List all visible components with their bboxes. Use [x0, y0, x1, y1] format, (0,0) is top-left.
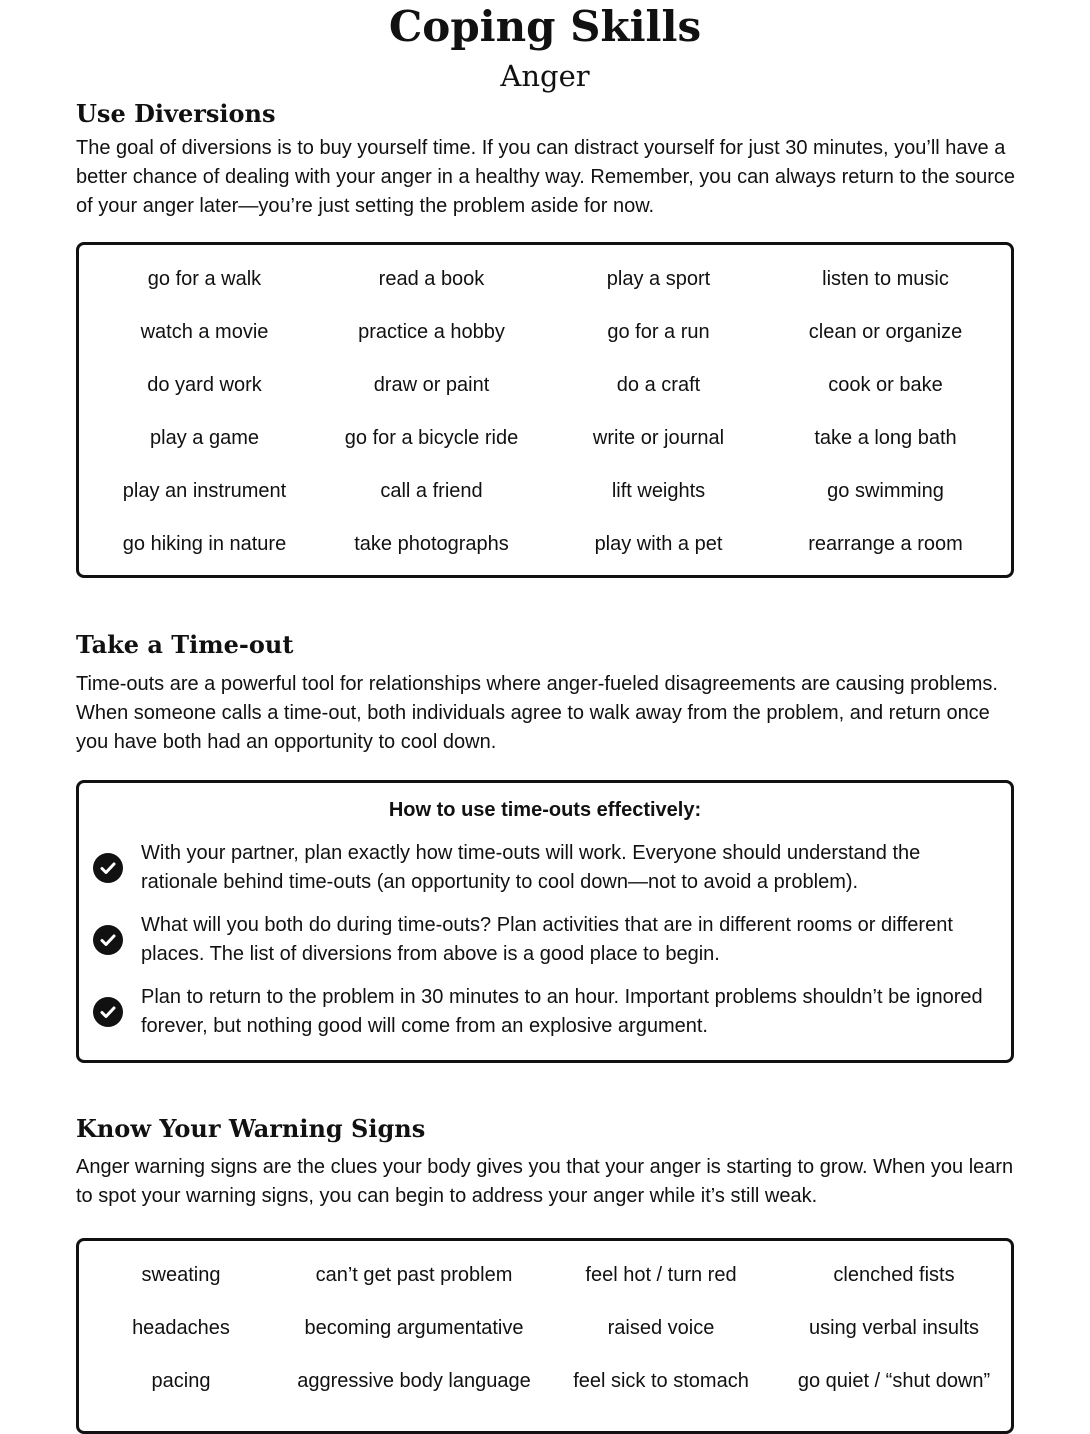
tip-item	[93, 911, 1011, 969]
warning-sign-item: sweating	[141, 1264, 221, 1286]
check-circle-icon	[93, 925, 123, 955]
diversion-item: lift weights	[611, 480, 706, 502]
timeout-box-heading: How to use time-outs effectively:	[388, 799, 702, 821]
timeout-box	[76, 780, 1014, 1063]
check-circle-icon	[93, 997, 123, 1027]
page-subtitle: Anger	[500, 59, 590, 93]
diversion-item: rearrange a room	[808, 533, 963, 555]
diversion-item: take photographs	[354, 533, 509, 555]
warning-sign-item: feel sick to stomach	[573, 1370, 749, 1392]
warning-sign-item: raised voice	[607, 1317, 715, 1339]
warning-heading: Know Your Warning Signs	[76, 1114, 426, 1143]
diversions-text: The goal of diversions is to buy yourself time. If you can distract yourself for just 30 minutes, you’ll have a better chance of dealing with your anger in a healthy way. Remember, you can always return to the source of your anger later—you’re just setting the problem aside for now.	[76, 137, 1016, 217]
diversion-item: cook or bake	[828, 374, 943, 396]
warning-sign-item: feel hot / turn red	[585, 1264, 737, 1286]
diversion-item: call a friend	[380, 480, 483, 502]
warning-sign-item: aggressive body language	[297, 1370, 531, 1392]
diversions-box	[76, 242, 1014, 578]
warning-sign-item: pacing	[151, 1370, 211, 1392]
diversion-item: go for a bicycle ride	[344, 427, 519, 449]
diversion-item: play a game	[150, 427, 259, 449]
warning-text: Anger warning signs are the clues your body gives you that your anger is starting to grow. When you learn to spot your warning signs, you can begin to address your anger while it’s still weak.	[76, 1156, 1014, 1207]
diversion-item: do a craft	[616, 374, 701, 396]
diversion-item: write or journal	[592, 427, 725, 449]
diversion-item: listen to music	[822, 268, 949, 290]
warning-sign-item: go quiet / “shut down”	[797, 1370, 991, 1392]
warning-sign-item: can’t get past problem	[315, 1264, 513, 1286]
diversion-item: draw or paint	[373, 374, 490, 396]
warning-sign-item: clenched fists	[833, 1264, 955, 1286]
diversion-item: play a sport	[606, 268, 711, 290]
tip-item	[93, 983, 1011, 1041]
diversion-item: play with a pet	[594, 533, 723, 555]
warning-grid	[79, 1241, 1011, 1408]
tip-text: Plan to return to the problem in 30 minutes to an hour. Important problems shouldn’t be ignored forever, but nothing good will come from an explosive argument.	[141, 986, 983, 1037]
diversion-item: go for a walk	[147, 268, 262, 290]
diversion-item: go for a run	[607, 321, 710, 343]
diversions-grid	[79, 245, 1011, 571]
diversion-item: clean or organize	[808, 321, 963, 343]
diversion-item: take a long bath	[814, 427, 957, 449]
diversion-item: play an instrument	[122, 480, 287, 502]
diversion-item: do yard work	[147, 374, 262, 396]
diversion-item: go swimming	[827, 480, 944, 502]
warning-sign-item: headaches	[132, 1317, 230, 1339]
diversion-item: practice a hobby	[358, 321, 505, 343]
tip-text: What will you both do during time-outs? Plan activities that are in different rooms or different places. The list of diversions from above is a good place to begin.	[141, 914, 953, 965]
warning-sign-item: using verbal insults	[808, 1317, 980, 1339]
diversion-item: go hiking in nature	[122, 533, 287, 555]
timeout-heading: Take a Time-out	[76, 630, 294, 659]
diversion-item: read a book	[378, 268, 485, 290]
warning-sign-item: becoming argumentative	[304, 1317, 524, 1339]
diversion-item: watch a movie	[140, 321, 269, 343]
tip-text: With your partner, plan exactly how time-outs will work. Everyone should understand the rationale behind time-outs (an opportunity to cool down—not to avoid a problem).	[141, 842, 921, 893]
warning-box	[76, 1238, 1014, 1434]
diversions-heading: Use Diversions	[76, 99, 276, 128]
timeout-tips	[79, 839, 1011, 1041]
check-circle-icon	[93, 853, 123, 883]
timeout-text: Time-outs are a powerful tool for relationships where anger-fueled disagreements are causing problems. When someone calls a time-out, both individuals agree to walk away from the problem, and return once you have both had an opportunity to cool down.	[76, 673, 998, 753]
tip-item	[93, 839, 1011, 897]
page-title: Coping Skills	[388, 2, 702, 51]
